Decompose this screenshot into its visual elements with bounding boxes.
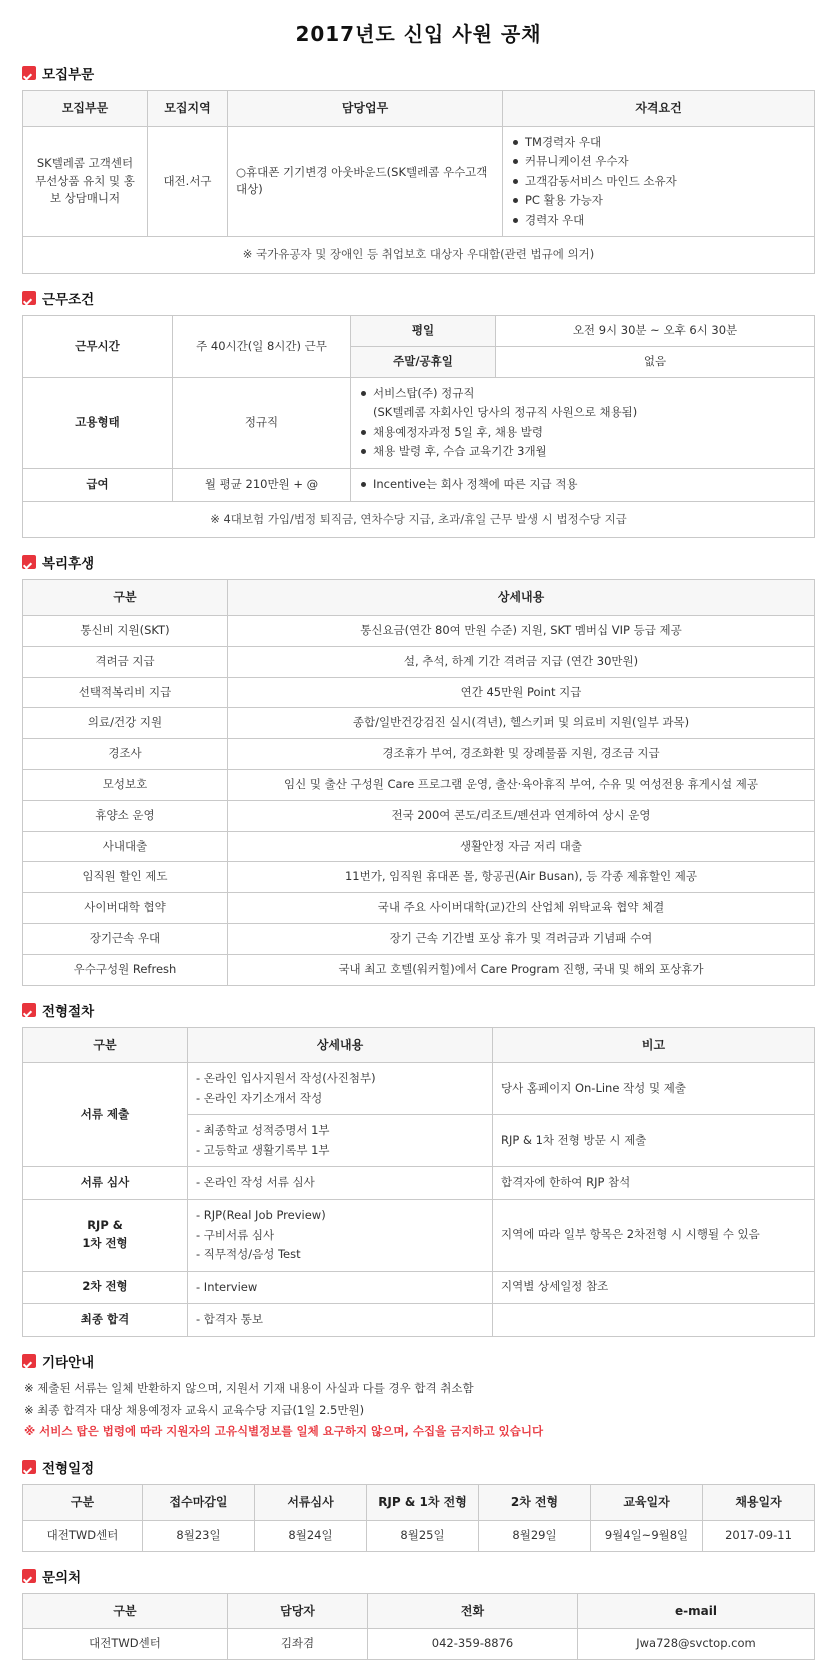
detail-line: - 구비서류 심사	[196, 1227, 275, 1242]
table-row	[23, 1063, 815, 1115]
cell-field: SK텔레콤 고객센터 무선상품 유치 및 홍보 상담매니저	[23, 126, 148, 237]
schedule-doc-review: 8월24일	[255, 1520, 367, 1551]
process-step-line2: 1차 전형	[82, 1236, 128, 1251]
salary-detail-list	[359, 475, 806, 495]
process-remark	[493, 1304, 815, 1337]
cell-employment-details	[351, 377, 815, 468]
detail-line: - 고등학교 생활기록부 1부	[196, 1142, 330, 1157]
section-title-conditions: 근무조건	[42, 292, 95, 309]
table-row	[23, 468, 815, 501]
process-detail	[188, 1271, 493, 1304]
table-row	[23, 1271, 815, 1304]
table-row	[23, 831, 815, 862]
check-icon	[22, 291, 36, 305]
list-item: Incentive는 회사 정책에 따른 지급 적용	[359, 475, 806, 495]
etc-warning: ※ 서비스 탑은 법령에 따라 지원자의 고유식별정보를 일체 요구하지 않으며, 수집을 금지하고 있습니다	[24, 1424, 544, 1439]
conditions-table	[22, 315, 815, 538]
list-item: 채용예정자과정 5일 후, 채용 발령	[359, 423, 806, 443]
detail-line: - 최종학교 성적증명서 1부	[196, 1123, 330, 1138]
detail-line: - 합격자 통보	[196, 1312, 264, 1327]
process-remark: 당사 홈페이지 On-Line 작성 및 제출	[493, 1063, 815, 1115]
schedule-table	[22, 1484, 815, 1551]
page-title: 2017년도 신입 사원 공채	[295, 22, 542, 46]
value-weekday: 오전 9시 30분 ~ 오후 6시 30분	[496, 316, 815, 347]
table-row	[23, 677, 815, 708]
welfare-name: 통신비 지원(SKT)	[23, 615, 228, 646]
cell-region: 대전.서구	[148, 126, 228, 237]
col-center: 구분	[23, 1593, 228, 1629]
value-weekend: 없음	[496, 346, 815, 377]
qualification-list	[511, 133, 806, 231]
process-remark: 지역별 상세일정 참조	[493, 1271, 815, 1304]
table-note-row	[23, 501, 815, 538]
check-icon	[22, 1460, 36, 1474]
section-header-etc	[22, 1351, 815, 1371]
table-row	[23, 1520, 815, 1551]
etc-line: ※ 최종 합격자 대상 채용예정자 교육시 교육수당 지급(1일 2.5만원)	[24, 1402, 365, 1417]
table-row	[23, 377, 815, 468]
section-title-etc: 기타안내	[42, 1354, 95, 1371]
welfare-detail: 통신요금(연간 80여 만원 수준) 지원, SKT 멤버십 VIP 등급 제공	[228, 615, 815, 646]
schedule-deadline: 8월23일	[143, 1520, 255, 1551]
contact-email[interactable]: Jwa728@svctop.com	[578, 1629, 815, 1660]
welfare-detail: 임신 및 출산 구성원 Care 프로그램 운영, 출산·육아휴직 부여, 수유 및 여성전용 휴게시설 제공	[228, 769, 815, 800]
welfare-detail: 장기 근속 기간별 포상 휴가 및 격려금과 기념패 수여	[228, 924, 815, 955]
section-header-schedule	[22, 1457, 815, 1477]
welfare-name: 선택적복리비 지급	[23, 677, 228, 708]
label-employment: 고용형태	[23, 377, 173, 468]
table-row	[23, 126, 815, 237]
schedule-hire-date: 2017-09-11	[703, 1520, 815, 1551]
table-row	[23, 1629, 815, 1660]
list-item: 고객감동서비스 마인드 소유자	[511, 172, 806, 192]
recruit-table	[22, 90, 815, 274]
col-field: 모집부문	[23, 91, 148, 127]
welfare-detail: 설, 추석, 하계 기간 격려금 지급 (연간 30만원)	[228, 646, 815, 677]
process-table	[22, 1027, 815, 1337]
section-title-schedule: 전형일정	[42, 1461, 95, 1478]
list-item: 커뮤니케이션 우수자	[511, 152, 806, 172]
col-hire-date: 채용일자	[703, 1485, 815, 1521]
cell-salary-detail	[351, 468, 815, 501]
welfare-detail: 국내 최고 호텔(워커힐)에서 Care Program 진행, 국내 및 해외 포상휴가	[228, 954, 815, 985]
process-step-line1: RJP &	[87, 1218, 123, 1233]
welfare-name: 임직원 할인 제도	[23, 862, 228, 893]
welfare-name: 사이버대학 협약	[23, 893, 228, 924]
section-title-process: 전형절차	[42, 1003, 95, 1020]
value-employment: 정규직	[173, 377, 351, 468]
contact-manager: 김좌겸	[228, 1629, 368, 1660]
col-center: 구분	[23, 1485, 143, 1521]
col-manager: 담당자	[228, 1593, 368, 1629]
label-work-time: 근무시간	[23, 316, 173, 378]
contact-phone: 042-359-8876	[368, 1629, 578, 1660]
process-step: 최종 합격	[23, 1304, 188, 1337]
etc-notes	[24, 1378, 815, 1444]
detail-line: - 온라인 자기소개서 작성	[196, 1090, 323, 1105]
section-header-recruit	[22, 63, 815, 83]
welfare-name: 격려금 지급	[23, 646, 228, 677]
schedule-rjp-first: 8월25일	[367, 1520, 479, 1551]
table-header-row	[23, 1485, 815, 1521]
col-email: e-mail	[578, 1593, 815, 1629]
col-training-date: 교육일자	[591, 1485, 703, 1521]
section-title-contact: 문의처	[42, 1569, 82, 1586]
process-remark: 지역에 따라 일부 항목은 2차전형 시 시행될 수 있음	[493, 1199, 815, 1271]
table-row	[23, 1167, 815, 1200]
welfare-detail: 국내 주요 사이버대학(교)간의 산업체 위탁교육 협약 체결	[228, 893, 815, 924]
table-header-row	[23, 1027, 815, 1063]
section-title-welfare: 복리후생	[42, 556, 95, 573]
table-row	[23, 615, 815, 646]
table-row	[23, 708, 815, 739]
section-header-conditions	[22, 288, 815, 308]
contact-center: 대전TWD센터	[23, 1629, 228, 1660]
col-deadline: 접수마감일	[143, 1485, 255, 1521]
welfare-detail: 경조휴가 부여, 경조화환 및 장례물품 지원, 경조금 지급	[228, 739, 815, 770]
col-step: 구분	[23, 1027, 188, 1063]
welfare-detail: 전국 200여 콘도/리조트/펜션과 연계하여 상시 운영	[228, 800, 815, 831]
cell-quals	[503, 126, 815, 237]
table-header-row	[23, 580, 815, 616]
table-row	[23, 646, 815, 677]
label-salary: 급여	[23, 468, 173, 501]
welfare-name: 사내대출	[23, 831, 228, 862]
contact-table	[22, 1593, 815, 1660]
welfare-detail: 생활안정 자금 저리 대출	[228, 831, 815, 862]
col-doc-review: 서류심사	[255, 1485, 367, 1521]
process-remark: RJP & 1차 전형 방문 시 제출	[493, 1115, 815, 1167]
col-detail: 상세내용	[228, 580, 815, 616]
detail-line: - 직무적성/음성 Test	[196, 1247, 301, 1262]
detail-line: - 온라인 작성 서류 심사	[196, 1175, 315, 1190]
welfare-detail: 연간 45만원 Point 지급	[228, 677, 815, 708]
col-region: 모집지역	[148, 91, 228, 127]
table-row	[23, 316, 815, 347]
detail-line: - RJP(Real Job Preview)	[196, 1207, 326, 1222]
conditions-note: ※ 4대보험 가입/법정 퇴직금, 연차수당 지급, 초과/휴일 근무 발생 시 법정수당 지급	[23, 501, 815, 538]
list-item: TM경력자 우대	[511, 133, 806, 153]
process-step: 서류 제출	[23, 1063, 188, 1167]
schedule-center: 대전TWD센터	[23, 1520, 143, 1551]
welfare-name: 의료/건강 지원	[23, 708, 228, 739]
welfare-name: 모성보호	[23, 769, 228, 800]
check-icon	[22, 555, 36, 569]
table-row	[23, 924, 815, 955]
detail-line: - Interview	[196, 1279, 258, 1294]
section-title-recruit: 모집부문	[42, 67, 95, 83]
check-icon	[22, 1003, 36, 1017]
process-detail	[188, 1199, 493, 1271]
check-icon	[22, 1569, 36, 1583]
check-icon	[22, 1354, 36, 1368]
process-detail	[188, 1304, 493, 1337]
recruit-note: ※ 국가유공자 및 장애인 등 취업보호 대상자 우대함(관련 법규에 의거)	[23, 237, 815, 274]
welfare-detail: 11번가, 임직원 휴대폰 몰, 항공권(Air Busan), 등 각종 제휴할인 제공	[228, 862, 815, 893]
employment-detail-list	[359, 384, 806, 462]
table-row	[23, 800, 815, 831]
process-step: 2차 전형	[23, 1271, 188, 1304]
section-header-welfare	[22, 552, 815, 572]
welfare-name: 장기근속 우대	[23, 924, 228, 955]
detail-line: - 온라인 입사지원서 작성(사진첨부)	[196, 1071, 376, 1086]
col-rjp-first: RJP & 1차 전형	[367, 1485, 479, 1521]
welfare-table	[22, 579, 815, 985]
col-phone: 전화	[368, 1593, 578, 1629]
employment-detail-line2: (SK텔레콤 자회사인 당사의 정규직 사원으로 채용됨)	[373, 405, 638, 420]
welfare-name: 우수구성원 Refresh	[23, 954, 228, 985]
table-row	[23, 1304, 815, 1337]
table-header-row	[23, 91, 815, 127]
check-icon	[22, 66, 36, 80]
value-work-time: 주 40시간(일 8시간) 근무	[173, 316, 351, 378]
col-quals: 자격요건	[503, 91, 815, 127]
value-salary: 월 평균 210만원 + @	[173, 468, 351, 501]
etc-line: ※ 제출된 서류는 일체 반환하지 않으며, 지원서 기재 내용이 사실과 다를 경우 합격 취소함	[24, 1380, 474, 1395]
process-step	[23, 1199, 188, 1271]
process-step: 서류 심사	[23, 1167, 188, 1200]
col-second: 2차 전형	[479, 1485, 591, 1521]
label-weekday: 평일	[351, 316, 496, 347]
section-header-contact	[22, 1566, 815, 1586]
table-row	[23, 893, 815, 924]
label-weekend: 주말/공휴일	[351, 346, 496, 377]
process-detail	[188, 1063, 493, 1115]
welfare-name: 경조사	[23, 739, 228, 770]
table-row	[23, 1199, 815, 1271]
table-row	[23, 769, 815, 800]
welfare-name: 휴양소 운영	[23, 800, 228, 831]
list-item: 경력자 우대	[511, 211, 806, 231]
schedule-second: 8월29일	[479, 1520, 591, 1551]
table-header-row	[23, 1593, 815, 1629]
section-header-process	[22, 1000, 815, 1020]
schedule-training-date: 9월4일~9월8일	[591, 1520, 703, 1551]
process-remark: 합격자에 한하여 RJP 참석	[493, 1167, 815, 1200]
table-row	[23, 862, 815, 893]
process-detail	[188, 1167, 493, 1200]
table-row	[23, 954, 815, 985]
cell-duty: ○휴대폰 기기변경 아웃바운드(SK텔레콤 우수고객 대상)	[228, 126, 503, 237]
list-item: 채용 발령 후, 수습 교육기간 3개월	[359, 442, 806, 462]
table-note-row	[23, 237, 815, 274]
list-item: PC 활용 가능자	[511, 191, 806, 211]
employment-detail-line1: 서비스탑(주) 정규직	[373, 385, 475, 400]
col-category: 구분	[23, 580, 228, 616]
col-remark: 비고	[493, 1027, 815, 1063]
table-row	[23, 739, 815, 770]
welfare-detail: 종합/일반건강검진 실시(격년), 헬스키퍼 및 의료비 지원(일부 과목)	[228, 708, 815, 739]
list-item	[359, 384, 806, 423]
process-detail	[188, 1115, 493, 1167]
col-detail: 상세내용	[188, 1027, 493, 1063]
col-duty: 담당업무	[228, 91, 503, 127]
